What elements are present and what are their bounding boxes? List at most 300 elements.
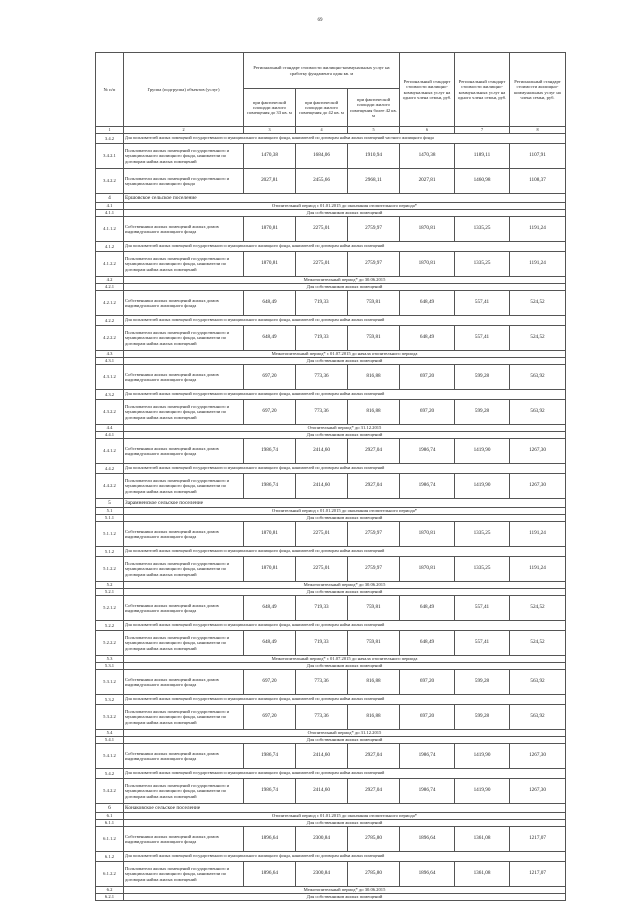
value-cell: 1896,64 (244, 862, 296, 887)
row-number: 5.3.1.2 (96, 670, 124, 695)
value-cell: 2027,81 (244, 169, 296, 194)
row-number: 5.3.2 (96, 695, 124, 705)
value-cell: 1896,64 (400, 827, 455, 852)
row-number: 5.3.1 (96, 663, 124, 670)
value-cell: 697,20 (244, 670, 296, 695)
row-description: Собственники жилых помещений жилых домов индивидуального жилищного фонда (124, 522, 244, 547)
row-description: Пользователи жилых помещений государственного и муниципального жилищного фонда, наниматели по договорам найма жилых помещений (124, 862, 244, 887)
value-cell: 2275,01 (296, 252, 348, 277)
row-number: 4.4.1 (96, 432, 124, 439)
row-number: 5.2.1.2 (96, 596, 124, 621)
value-cell: 1910,94 (348, 144, 400, 169)
value-cell: 2414,60 (296, 779, 348, 804)
row-number: 4.4.1.2 (96, 439, 124, 464)
period-heading: Для собственников жилых помещений (124, 737, 566, 744)
table-row (96, 425, 566, 432)
header-group-a: Региональный стандарт стоимости жилищно-коммунальных услуг на сработку фундамента один кв. м (244, 53, 400, 89)
table-row (96, 365, 566, 390)
period-heading: Межотопительный период* до 30.06.2015 (124, 277, 566, 284)
value-cell: 1460,98 (455, 169, 510, 194)
value-cell: 1896,64 (400, 862, 455, 887)
value-cell: 1361,08 (455, 827, 510, 852)
value-cell: 1335,25 (455, 217, 510, 242)
row-number: 5.2 (96, 582, 124, 589)
row-description: Собственники жилых помещений жилых домов индивидуального жилищного фонда (124, 291, 244, 316)
table-row (96, 820, 566, 827)
value-cell: 1870,81 (400, 252, 455, 277)
row-number: 4.4.2.2 (96, 474, 124, 499)
row-number: 3.4.2.1 (96, 144, 124, 169)
period-heading: Отопительный период* до 31.12.2015 (124, 730, 566, 737)
period-heading: Отопительный период с 01.01.2015 до окончания отопительного периода* (124, 508, 566, 515)
value-cell: 557,41 (455, 596, 510, 621)
period-heading: Отопительный период с 01.01.2015 до окончания отопительного периода* (124, 203, 566, 210)
row-description: Пользователи жилых помещений государственного и муниципального жилищного фонда, наниматели по договорам найма жилых помещений (124, 557, 244, 582)
period-heading: Для собственников жилых помещений (124, 820, 566, 827)
value-cell: 1419,90 (455, 744, 510, 769)
value-cell: 1986,74 (400, 439, 455, 464)
table-row (96, 663, 566, 670)
col-number: 6 (400, 127, 455, 134)
period-heading: Для собственников жилых помещений (124, 589, 566, 596)
value-cell: 816,88 (348, 400, 400, 425)
table-row (96, 813, 566, 820)
table-row (96, 358, 566, 365)
value-cell: 524,52 (510, 291, 566, 316)
row-description: Пользователи жилых помещений государственного и муниципального жилищного фонда, наниматели по договорам найма жилых помещений (124, 779, 244, 804)
header-col-no: № п/п (96, 53, 124, 127)
period-heading: Для собственников жилых помещений (124, 663, 566, 670)
table-row (96, 582, 566, 589)
value-cell: 1191,24 (510, 557, 566, 582)
value-cell: 1267,30 (510, 474, 566, 499)
value-cell: 557,41 (455, 631, 510, 656)
row-description: Собственники жилых помещений жилых домов индивидуального жилищного фонда (124, 365, 244, 390)
value-cell: 2455,66 (296, 169, 348, 194)
value-cell: 2759,97 (348, 252, 400, 277)
row-number: 5.1.1 (96, 515, 124, 522)
value-cell: 1986,74 (244, 474, 296, 499)
row-number: 5.4.1.2 (96, 744, 124, 769)
row-number: 4.2 (96, 277, 124, 284)
value-cell: 773,36 (296, 365, 348, 390)
value-cell: 1191,24 (510, 252, 566, 277)
value-cell: 1108,37 (510, 169, 566, 194)
value-cell: 2300,84 (296, 827, 348, 852)
value-cell: 816,88 (348, 670, 400, 695)
table-row (96, 522, 566, 547)
value-cell: 2414,60 (296, 474, 348, 499)
period-heading: Для собственников жилых помещений (124, 358, 566, 365)
value-cell: 697,20 (400, 365, 455, 390)
value-cell: 599,28 (455, 705, 510, 730)
header-col8: Региональный стандарт стоимости жилищно-коммунальных услуг на члена семьи, руб. (510, 53, 566, 127)
value-cell: 697,20 (244, 365, 296, 390)
value-cell: 563,92 (510, 365, 566, 390)
row-number: 5.2.2.2 (96, 631, 124, 656)
value-cell: 557,41 (455, 291, 510, 316)
value-cell: 1470,38 (244, 144, 296, 169)
value-cell: 816,88 (348, 705, 400, 730)
table-row (96, 621, 566, 631)
col-number: 1 (96, 127, 124, 134)
table-row (96, 730, 566, 737)
value-cell: 563,92 (510, 670, 566, 695)
row-number: 6.1.1 (96, 820, 124, 827)
value-cell: 1870,81 (400, 217, 455, 242)
table-row (96, 326, 566, 351)
value-cell: 648,49 (244, 291, 296, 316)
row-description: Пользователи жилых помещений государственного и муниципального жилищного фонда, наниматели по договорам найма жилых помещений (124, 474, 244, 499)
table-header (96, 53, 566, 134)
value-cell: 2414,60 (296, 439, 348, 464)
table-row (96, 203, 566, 210)
table-row (96, 887, 566, 894)
col-number: 7 (455, 127, 510, 134)
group-description: Для пользователей жилых помещений государственного и муниципального жилищного фонда, нанимателей по договорам найма жилых помещений (124, 390, 566, 400)
value-cell: 1986,74 (400, 474, 455, 499)
header-sub-1: при фактической площади жилого помещения до 33 кв. м (244, 89, 296, 127)
row-number: 6.2.1 (96, 894, 124, 901)
page-number: 69 (317, 18, 323, 23)
value-cell: 1191,24 (510, 217, 566, 242)
value-cell: 1217,07 (510, 862, 566, 887)
table-row (96, 769, 566, 779)
value-cell: 773,36 (296, 400, 348, 425)
row-number: 4.3.2 (96, 390, 124, 400)
period-heading: Отопительный период* до 31.12.2015 (124, 425, 566, 432)
row-number: 4 (96, 194, 124, 203)
row-number: 4.1.2 (96, 242, 124, 252)
table-row (96, 744, 566, 769)
value-cell: 759,81 (348, 291, 400, 316)
group-description: Для пользователей жилых помещений государственного и муниципального жилищного фонда, нанимателей по договорам найма жилых помещений (124, 547, 566, 557)
value-cell: 1419,90 (455, 474, 510, 499)
value-cell: 697,20 (400, 400, 455, 425)
value-cell: 2927,04 (348, 474, 400, 499)
value-cell: 697,20 (400, 705, 455, 730)
value-cell: 1419,90 (455, 779, 510, 804)
table-row (96, 804, 566, 813)
table-row (96, 217, 566, 242)
value-cell: 1870,81 (400, 557, 455, 582)
table-row (96, 400, 566, 425)
header-sub-2: при фактической площади жилого помещения до 42 кв. м (296, 89, 348, 127)
value-cell: 1986,74 (244, 744, 296, 769)
table-row (96, 134, 566, 144)
value-cell: 1684,06 (296, 144, 348, 169)
table-row (96, 242, 566, 252)
value-cell: 648,49 (400, 291, 455, 316)
row-description: Пользователи жилых помещений государственного и муниципального жилищного фонда (124, 169, 244, 194)
value-cell: 1335,25 (455, 252, 510, 277)
value-cell: 697,20 (244, 400, 296, 425)
row-number: 4.2.2.2 (96, 326, 124, 351)
row-number: 6.1.1.2 (96, 827, 124, 852)
value-cell: 1870,81 (244, 557, 296, 582)
row-number: 4.1.2.2 (96, 252, 124, 277)
value-cell: 599,28 (455, 400, 510, 425)
value-cell: 2968,11 (348, 169, 400, 194)
row-description: Собственники жилых помещений жилых домов индивидуального жилищного фонда (124, 439, 244, 464)
table-row (96, 277, 566, 284)
value-cell: 1870,81 (244, 252, 296, 277)
value-cell: 2927,04 (348, 744, 400, 769)
value-cell: 1191,24 (510, 522, 566, 547)
row-description: Собственники жилых помещений жилых домов индивидуального жилищного фонда (124, 670, 244, 695)
value-cell: 2275,01 (296, 217, 348, 242)
table-row (96, 474, 566, 499)
header-col7: Региональный стандарт стоимости жилищно-коммунальных услуг на одного члена семьи, руб. (455, 53, 510, 127)
value-cell: 719,33 (296, 291, 348, 316)
value-cell: 648,49 (400, 596, 455, 621)
group-description: Для пользователей жилых помещений государственного и муниципального жилищного фонда, нанимателей по договорам найма жилых помещений (124, 695, 566, 705)
section-title: Зарамненское сельское поселение (124, 499, 566, 508)
row-number: 5.4 (96, 730, 124, 737)
table-row (96, 737, 566, 744)
value-cell: 816,88 (348, 365, 400, 390)
table-row (96, 284, 566, 291)
row-description: Пользователи жилых помещений государственного и муниципального жилищного фонда, наниматели по договорам найма жилых помещений (124, 705, 244, 730)
value-cell: 557,41 (455, 326, 510, 351)
row-number: 5.1.1.2 (96, 522, 124, 547)
table-row (96, 589, 566, 596)
row-number: 5 (96, 499, 124, 508)
row-description: Пользователи жилых помещений государственного и муниципального жилищного фонда, наниматели по договорам найма жилых помещений (124, 326, 244, 351)
col-number: 3 (244, 127, 296, 134)
value-cell: 524,52 (510, 631, 566, 656)
value-cell: 2759,97 (348, 557, 400, 582)
value-cell: 1107,91 (510, 144, 566, 169)
group-description: Для пользователей жилых помещений государственного и муниципального жилищного фонда, нанимателей по договорам найма жилых помещений (124, 316, 566, 326)
table-row (96, 316, 566, 326)
value-cell: 773,36 (296, 670, 348, 695)
value-cell: 719,33 (296, 596, 348, 621)
row-description: Собственники жилых помещений жилых домов индивидуального жилищного фонда (124, 596, 244, 621)
row-number: 5.1.2 (96, 547, 124, 557)
table-row (96, 862, 566, 887)
value-cell: 1361,08 (455, 862, 510, 887)
row-number: 3.4.2 (96, 134, 124, 144)
group-description: Для пользователей жилых помещений государственного и муниципального жилищного фонда, нанимателей по договорам найма жилых помещений частного жилищного фонда (124, 134, 566, 144)
value-cell: 2927,04 (348, 779, 400, 804)
table-row (96, 827, 566, 852)
value-cell: 648,49 (244, 596, 296, 621)
table-row (96, 670, 566, 695)
value-cell: 2759,97 (348, 522, 400, 547)
section-title: Ершовское сельское поселение (124, 194, 566, 203)
value-cell: 1470,38 (400, 144, 455, 169)
standards-table (95, 52, 566, 901)
table-row (96, 596, 566, 621)
value-cell: 2275,01 (296, 522, 348, 547)
row-number: 4.3.1 (96, 358, 124, 365)
col-number: 5 (348, 127, 400, 134)
value-cell: 648,49 (400, 631, 455, 656)
row-number: 6.1 (96, 813, 124, 820)
header-col6: Региональный стандарт стоимости жилищно-коммунальных услуг на одного члена семьи, руб. (400, 53, 455, 127)
value-cell: 563,92 (510, 400, 566, 425)
group-description: Для пользователей жилых помещений государственного и муниципального жилищного фонда, нанимателей по договорам найма жилых помещений (124, 464, 566, 474)
row-number: 5.3 (96, 656, 124, 663)
period-heading: Для собственников жилых помещений (124, 210, 566, 217)
value-cell: 563,92 (510, 705, 566, 730)
table-row (96, 515, 566, 522)
row-description: Собственники жилых помещений жилых домов индивидуального жилищного фонда (124, 217, 244, 242)
value-cell: 599,28 (455, 365, 510, 390)
row-number: 4.1 (96, 203, 124, 210)
period-heading: Для собственников жилых помещений (124, 432, 566, 439)
col-number: 8 (510, 127, 566, 134)
header-sub-3: при фактической площади жилого помещения более 42 кв. м (348, 89, 400, 127)
row-number: 5.4.1 (96, 737, 124, 744)
period-heading: Межотопительный период* с 01.07.2015 до начала отопительного периода (124, 351, 566, 358)
group-description: Для пользователей жилых помещений государственного и муниципального жилищного фонда, нанимателей по договорам найма жилых помещений (124, 852, 566, 862)
section-title: Конаковское сельское поселение (124, 804, 566, 813)
row-number: 4.2.2 (96, 316, 124, 326)
header-col-group: Группа (подгруппа) объектов (услуг) (124, 53, 244, 127)
row-number: 6.1.2.2 (96, 862, 124, 887)
value-cell: 2785,80 (348, 862, 400, 887)
row-description: Пользователи жилых помещений государственного и муниципального жилищного фонда, наниматели по договорам найма жилых помещений (124, 144, 244, 169)
period-heading: Для собственников жилых помещений (124, 284, 566, 291)
value-cell: 2027,81 (400, 169, 455, 194)
value-cell: 1870,81 (400, 522, 455, 547)
value-cell: 1986,74 (400, 744, 455, 769)
table-row (96, 194, 566, 203)
table-row (96, 351, 566, 358)
row-description: Собственники жилых помещений жилых домов индивидуального жилищного фонда (124, 744, 244, 769)
table-row (96, 557, 566, 582)
row-number: 5.1.2.2 (96, 557, 124, 582)
row-number: 4.2.1 (96, 284, 124, 291)
value-cell: 773,36 (296, 705, 348, 730)
table-row (96, 432, 566, 439)
table-row (96, 779, 566, 804)
value-cell: 599,28 (455, 670, 510, 695)
value-cell: 1267,30 (510, 744, 566, 769)
value-cell: 2414,60 (296, 744, 348, 769)
value-cell: 1986,74 (244, 439, 296, 464)
row-number: 4.2.1.2 (96, 291, 124, 316)
table-row (96, 894, 566, 901)
table-row (96, 169, 566, 194)
value-cell: 1335,25 (455, 522, 510, 547)
value-cell: 1419,90 (455, 439, 510, 464)
table-row (96, 631, 566, 656)
value-cell: 2785,80 (348, 827, 400, 852)
value-cell: 2300,84 (296, 862, 348, 887)
value-cell: 1870,81 (244, 522, 296, 547)
col-number: 2 (124, 127, 244, 134)
group-description: Для пользователей жилых помещений государственного и муниципального жилищного фонда, нанимателей по договорам найма жилых помещений (124, 242, 566, 252)
table-row (96, 144, 566, 169)
table-row (96, 464, 566, 474)
row-number: 4.1.1.2 (96, 217, 124, 242)
row-number: 4.3 (96, 351, 124, 358)
table-row (96, 695, 566, 705)
value-cell: 1870,81 (244, 217, 296, 242)
value-cell: 759,81 (348, 596, 400, 621)
value-cell: 759,81 (348, 326, 400, 351)
row-number: 5.4.2.2 (96, 779, 124, 804)
period-heading: Межотопительный период* до 30.06.2015 (124, 887, 566, 894)
row-description: Собственники жилых помещений жилых домов индивидуального жилищного фонда (124, 827, 244, 852)
table-row (96, 508, 566, 515)
period-heading: Для собственников жилых помещений (124, 515, 566, 522)
col-number: 4 (296, 127, 348, 134)
table-row (96, 291, 566, 316)
row-description: Пользователи жилых помещений государственного и муниципального жилищного фонда, наниматели по договорам найма жилых помещений (124, 400, 244, 425)
table-row (96, 705, 566, 730)
period-heading: Межотопительный период* с 01.07.2015 до начала отопительного периода (124, 656, 566, 663)
row-number: 5.1 (96, 508, 124, 515)
value-cell: 1217,07 (510, 827, 566, 852)
row-number: 3.4.2.2 (96, 169, 124, 194)
row-number: 6.1.2 (96, 852, 124, 862)
value-cell: 648,49 (244, 631, 296, 656)
row-number: 6 (96, 804, 124, 813)
value-cell: 2275,01 (296, 557, 348, 582)
value-cell: 1189,11 (455, 144, 510, 169)
table-row (96, 499, 566, 508)
table-row (96, 656, 566, 663)
value-cell: 648,49 (400, 326, 455, 351)
table-row (96, 547, 566, 557)
row-number: 5.4.2 (96, 769, 124, 779)
value-cell: 1986,74 (400, 779, 455, 804)
table-row (96, 390, 566, 400)
row-description: Пользователи жилых помещений государственного и муниципального жилищного фонда, наниматели по договорам найма жилых помещений (124, 631, 244, 656)
table-row (96, 439, 566, 464)
group-description: Для пользователей жилых помещений государственного и муниципального жилищного фонда, нанимателей по договорам найма жилых помещений (124, 621, 566, 631)
value-cell: 719,33 (296, 631, 348, 656)
period-heading: Межотопительный период* до 30.06.2015 (124, 582, 566, 589)
table-row (96, 852, 566, 862)
table-row (96, 210, 566, 217)
value-cell: 759,81 (348, 631, 400, 656)
row-number: 4.4.2 (96, 464, 124, 474)
row-number: 4.1.1 (96, 210, 124, 217)
value-cell: 1335,25 (455, 557, 510, 582)
value-cell: 1267,30 (510, 439, 566, 464)
row-number: 5.3.2.2 (96, 705, 124, 730)
row-number: 5.2.2 (96, 621, 124, 631)
row-description: Пользователи жилых помещений государственного и муниципального жилищного фонда, наниматели по договорам найма жилых помещений (124, 252, 244, 277)
value-cell: 524,52 (510, 326, 566, 351)
value-cell: 524,52 (510, 596, 566, 621)
group-description: Для пользователей жилых помещений государственного и муниципального жилищного фонда, нанимателей по договорам найма жилых помещений (124, 769, 566, 779)
value-cell: 697,20 (244, 705, 296, 730)
row-number: 4.3.1.2 (96, 365, 124, 390)
value-cell: 1896,64 (244, 827, 296, 852)
value-cell: 719,33 (296, 326, 348, 351)
row-number: 5.2.1 (96, 589, 124, 596)
table-row (96, 252, 566, 277)
value-cell: 1986,74 (244, 779, 296, 804)
value-cell: 1267,30 (510, 779, 566, 804)
value-cell: 648,49 (244, 326, 296, 351)
period-heading: Для собственников жилых помещений (124, 894, 566, 901)
row-number: 4.3.2.2 (96, 400, 124, 425)
value-cell: 697,20 (400, 670, 455, 695)
value-cell: 2759,97 (348, 217, 400, 242)
value-cell: 2927,04 (348, 439, 400, 464)
period-heading: Отопительный период с 01.01.2015 до окончания отопительного периода* (124, 813, 566, 820)
row-number: 6.2 (96, 887, 124, 894)
row-number: 4.4 (96, 425, 124, 432)
table-body (96, 134, 566, 901)
